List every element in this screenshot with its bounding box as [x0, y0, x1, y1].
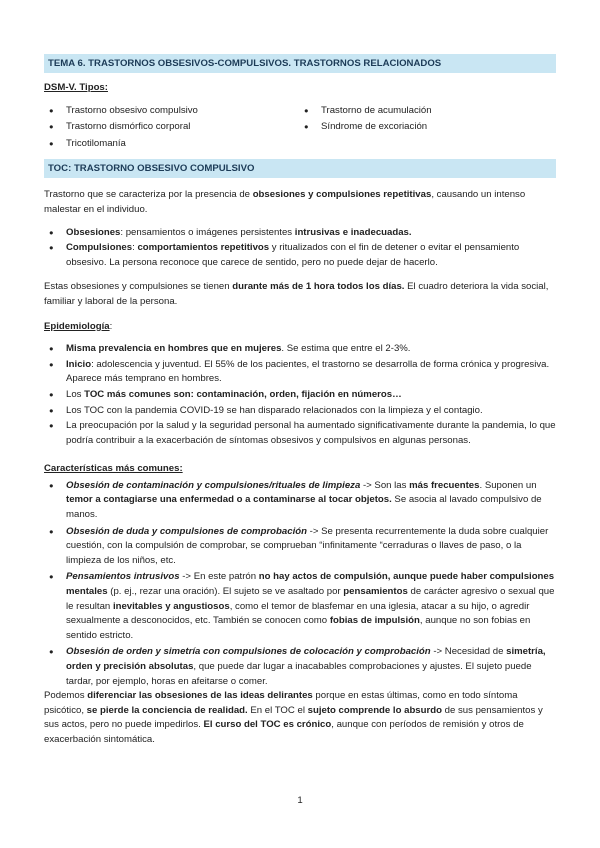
text: Estas obsesiones y compulsiones se tienen — [44, 281, 233, 293]
text: : — [109, 320, 113, 332]
text-bold: Compulsiones — [66, 242, 133, 254]
caracteristicas-heading: Características más comunes: — [44, 463, 183, 475]
text: -> Son las — [360, 479, 410, 491]
list-item — [44, 570, 556, 643]
list-item — [44, 645, 556, 689]
text-bold: temor a contagiarse una enfermedad o a contaminarse al tocar objetos. — [66, 494, 392, 506]
title-banner: TEMA 6. TRASTORNOS OBSESIVOS-COMPULSIVOS. TRASTORNOS RELACIONADOS — [44, 54, 556, 73]
list-item-obsesiones — [44, 226, 556, 241]
text-bold-italic: Obsesión de contaminación y compulsiones/rituales de limpieza — [66, 479, 361, 491]
duration-paragraph — [44, 280, 556, 309]
text: , aunque no son fobias en sentido estricto. — [66, 615, 531, 641]
text-bold: no hay actos de compulsión, aunque puede haber compulsiones mentales — [66, 571, 555, 598]
intro-paragraph — [44, 188, 556, 217]
list-item — [44, 525, 556, 569]
text: . Se estima que entre el 2-3%. — [281, 343, 411, 355]
text: y ritualizados con el fin de detener o evitar el pensamiento obsesivo. La persona reconoce que carece de sentido, pero no puede dejar de hacerlo. — [66, 242, 520, 268]
text: : — [132, 242, 138, 254]
text-bold: Obsesiones — [66, 226, 121, 238]
text-bold: obsesiones y compulsiones repetitivas — [252, 189, 432, 201]
text: de carácter agresivo o sexual que le resultan — [66, 586, 555, 612]
document-page — [44, 52, 556, 748]
list-item: ● Los TOC con la pandemia COVID-19 se han disparado relacionados con la limpieza y el contagio. — [44, 404, 556, 419]
text-bold-italic: Obsesión de orden y simetría con compulsiones de colocación y comprobación — [66, 646, 431, 658]
differentiation-paragraph — [44, 689, 556, 747]
text: -> Necesidad de — [430, 646, 507, 658]
definitions-list — [44, 226, 556, 271]
text: -> Se presenta recurrentemente la duda sobre cualquier cuestión, con la compulsión de comprobar, se comprueban “infinitamente “cerraduras o llaves de paso, o la limpieza de los niños, etc. — [66, 525, 549, 566]
text-bold: se pierde la conciencia de realidad. — [86, 704, 248, 716]
list-item — [44, 388, 556, 403]
list-item: ● Trastorno dismórfico corporal — [44, 120, 299, 135]
text: -> En este patrón — [179, 571, 259, 583]
list-item: ● Tricotilomanía — [44, 137, 299, 152]
text: , causando un intenso malestar en el individuo. — [44, 189, 526, 215]
dsm-heading: DSM-V. Tipos: — [44, 82, 108, 93]
text-underlined: Epidemiología — [44, 320, 110, 332]
text-bold: Inicio — [66, 358, 92, 370]
epidemiologia-list — [44, 342, 556, 448]
list-item: ● Trastorno obsesivo compulsivo — [44, 104, 299, 119]
list-item-compulsiones — [44, 241, 556, 270]
text: . Suponen un — [479, 479, 537, 491]
caracteristicas-list — [44, 479, 556, 689]
list-item: ● Síndrome de excoriación — [299, 120, 554, 135]
text-bold: diferenciar las obsesiones de las ideas delirantes — [87, 690, 313, 702]
text-bold-italic: Pensamientos intrusivos — [66, 571, 180, 583]
list-item: ● La preocupación por la salud y la seguridad personal ha aumentado significativamente durante la pandemia, lo que podría contribuir a la exacerbación de síntomas obsesivos y compulsivos en algunas personas. — [44, 419, 556, 448]
types-list — [44, 104, 556, 154]
text-bold: inevitables y angustiosos — [112, 600, 230, 612]
text-bold: intrusivas e inadecuadas. — [294, 226, 412, 238]
text-bold: fobias de impulsión — [329, 615, 420, 627]
text-bold: simetría, orden y precisión absolutas — [66, 646, 546, 672]
text: Podemos — [44, 690, 88, 702]
text-bold: pensamientos — [343, 586, 408, 598]
text-bold: Misma prevalencia en hombres que en mujeres — [66, 343, 282, 355]
page-number: 1 — [297, 795, 303, 806]
text: , como el temor de blasfemar en una iglesia, atacar a su hijo, o agredir sexualmente a desconocidos, etc. También se conocen como — [66, 600, 530, 627]
text-bold: más frecuentes — [409, 479, 480, 491]
types-left — [44, 104, 299, 154]
text: de sus pensamientos y sus actos, pero no puede impedirlos. — [44, 704, 543, 731]
text-bold: comportamientos repetitivos — [137, 242, 270, 254]
text-bold: durante más de 1 hora todos los días. — [232, 281, 405, 293]
text: (p. ej., rezar una oración). El sujeto se ve asaltado por — [107, 586, 344, 598]
text: : adolescencia y juventud. El 55% de los pacientes, el trastorno se desarrolla de forma crónica y progresiva. Aparece más temprano en hombres. — [66, 358, 550, 385]
text-bold: TOC más comunes son: contaminación, orden, fijación en números… — [84, 388, 402, 400]
list-item — [44, 479, 556, 523]
text: Se asocia al lavado compulsivo de manos. — [66, 494, 542, 521]
text: En el TOC el — [247, 704, 308, 716]
types-right — [299, 104, 554, 154]
list-item: ● Trastorno de acumulación — [299, 104, 554, 119]
text-bold: sujeto comprende lo absurdo — [307, 704, 442, 716]
list-item — [44, 358, 556, 387]
text: Trastorno que se caracteriza por la presencia de — [44, 189, 253, 201]
text: Los — [66, 388, 85, 400]
list-item — [44, 342, 556, 357]
text: , que puede dar lugar a inacabables comprobaciones y ajustes. El sujeto puede tardar, por ejemplo, horas en afeitarse o comer. — [66, 661, 532, 687]
text: : pensamientos o imágenes persistentes — [120, 226, 295, 238]
toc-banner: TOC: TRASTORNO OBSESIVO COMPULSIVO — [44, 159, 556, 178]
text: El cuadro deteriora la vida social, familiar y laboral de la persona. — [44, 281, 549, 307]
text: porque en estas últimas, como en todo síntoma psicótico, — [44, 690, 518, 716]
text: , aunque con períodos de remisión y otros de exacerbación sintomática. — [44, 719, 524, 745]
epidemiologia-heading — [44, 320, 556, 335]
text-bold-italic: Obsesión de duda y compulsiones de comprobación — [66, 525, 307, 537]
text-bold: El curso del TOC es crónico — [203, 719, 332, 731]
